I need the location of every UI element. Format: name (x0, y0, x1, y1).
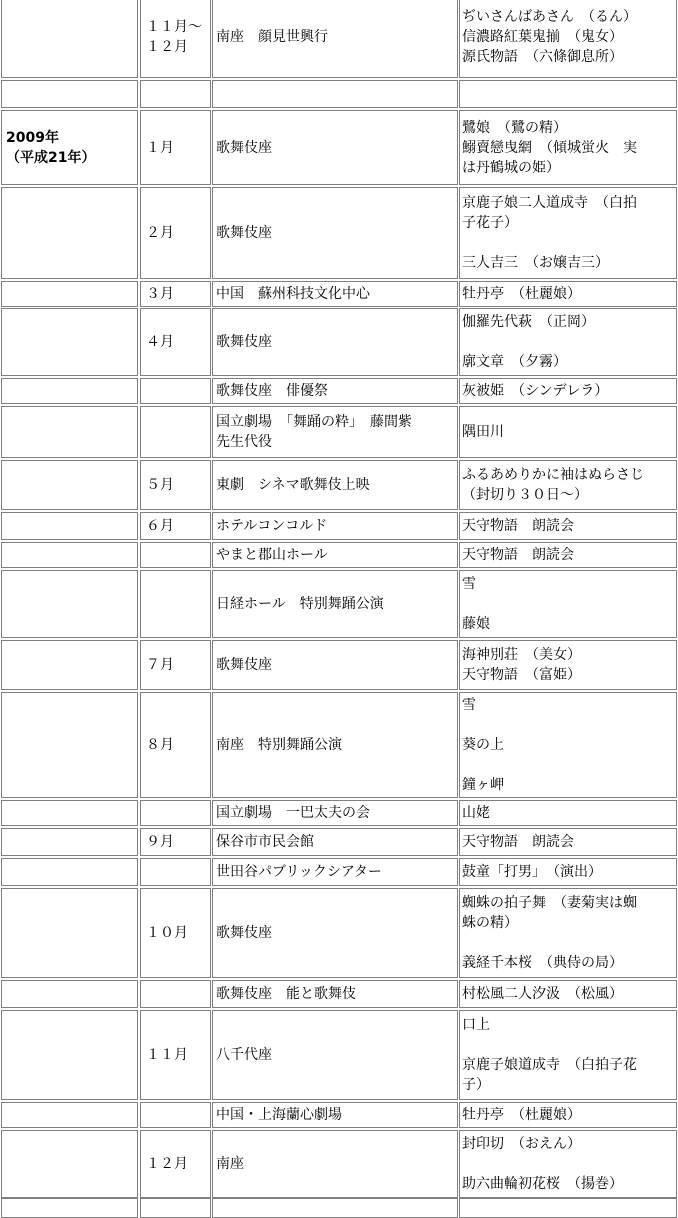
cell-line: 鐘ヶ岬 (462, 777, 504, 793)
month-cell (140, 512, 211, 540)
cell-line (462, 933, 674, 953)
year-cell (1, 692, 138, 798)
venue-text (216, 332, 455, 352)
program-text (462, 803, 674, 823)
month-cell (140, 0, 211, 78)
venue-text (216, 475, 455, 495)
cell-line: 八千代座 (216, 1047, 272, 1063)
month-text (146, 284, 208, 304)
month-cell (140, 1102, 211, 1128)
venue-text (216, 27, 455, 47)
venue-text (216, 803, 455, 823)
month-text (146, 223, 208, 243)
cell-line: 葵の上 (462, 737, 504, 753)
venue-cell (212, 800, 458, 826)
cell-line (462, 233, 674, 253)
venue-cell (212, 460, 458, 510)
month-cell (140, 1130, 211, 1198)
program-cell (459, 858, 677, 886)
year-cell (1, 1102, 138, 1128)
venue-cell (212, 980, 458, 1008)
venue-text (216, 923, 455, 943)
month-text (146, 17, 208, 57)
program-cell (459, 406, 677, 458)
venue-cell (212, 512, 458, 540)
program-cell (459, 0, 677, 78)
cell-line: 歌舞伎座 (216, 140, 272, 156)
program-text (462, 545, 674, 565)
month-cell (140, 1010, 211, 1100)
cell-line: 雪 (462, 697, 476, 713)
year-cell (1, 406, 138, 458)
venue-cell (212, 692, 458, 798)
cell-line: １２月 (146, 1156, 188, 1172)
month-text (146, 832, 208, 852)
program-text (462, 1134, 674, 1194)
venue-cell (212, 0, 458, 78)
venue-cell (212, 187, 458, 279)
program-cell (459, 542, 677, 568)
program-cell (459, 110, 677, 185)
cell-line (462, 1154, 674, 1174)
cell-line: ２月 (146, 225, 174, 241)
year-cell (1, 308, 138, 376)
month-text (146, 138, 208, 158)
month-cell (140, 460, 211, 510)
year-cell (1, 281, 138, 307)
cell-line: やまと郡山ホール (216, 547, 328, 563)
cell-line: 灰被姫 （シンデレラ） (462, 383, 609, 399)
cell-line: 歌舞伎座 (216, 925, 272, 941)
venue-cell (212, 542, 458, 568)
year-cell (1, 888, 138, 978)
cell-line: 南座 特別舞踊公演 (216, 737, 342, 753)
cell-line: 中国 蘇州科技文化中心 (216, 286, 370, 302)
program-text (462, 574, 674, 634)
cell-line: ３月 (146, 286, 174, 302)
cell-line (462, 594, 674, 614)
cell-line: 歌舞伎座 (216, 334, 272, 350)
month-text (146, 475, 208, 495)
venue-cell (212, 406, 458, 458)
program-text (462, 193, 674, 273)
year-text (6, 128, 135, 168)
cell-line: 天守物語 朗読会 (462, 834, 574, 850)
cell-line: 雪 (462, 576, 476, 592)
venue-text (216, 655, 455, 675)
venue-text (216, 223, 455, 243)
cell-line: 牡丹亭 （杜麗娘） (462, 286, 581, 302)
year-cell (1, 512, 138, 540)
venue-text (216, 138, 455, 158)
month-cell (140, 406, 211, 458)
program-text (462, 7, 674, 67)
program-cell (459, 512, 677, 540)
venue-text (216, 1045, 455, 1065)
year-cell (1, 378, 138, 404)
year-cell (1, 858, 138, 886)
program-cell (459, 1102, 677, 1128)
venue-text (216, 832, 455, 852)
month-cell (140, 570, 211, 638)
program-cell (459, 800, 677, 826)
program-text (462, 984, 674, 1004)
cell-line: ６月 (146, 518, 174, 534)
month-cell (140, 858, 211, 886)
venue-cell (212, 1198, 458, 1218)
cell-line: 鼓童「打男」 （演出） (462, 864, 602, 880)
program-cell (459, 888, 677, 978)
venue-text (216, 1154, 455, 1174)
venue-cell (212, 828, 458, 856)
cell-line: 天守物語 朗読会 (462, 518, 574, 534)
month-cell (140, 1198, 211, 1218)
program-text (462, 284, 674, 304)
program-cell (459, 640, 677, 690)
venue-cell (212, 570, 458, 638)
cell-line: 国立劇場 一巴太夫の会 (216, 805, 370, 821)
cell-line: 信濃路紅葉鬼揃 （鬼女） (462, 29, 623, 45)
year-cell (1, 800, 138, 826)
cell-line: 鰯賣戀曳網 （傾城蛍火 実 (462, 140, 637, 156)
program-text (462, 516, 674, 536)
cell-line: 歌舞伎座 (216, 225, 272, 241)
program-cell (459, 1198, 677, 1218)
cell-line: 南座 (216, 1156, 244, 1172)
cell-line: 京鹿子娘道成寺 （白拍子花 (462, 1057, 637, 1073)
month-text (146, 516, 208, 536)
month-cell (140, 187, 211, 279)
venue-text (216, 412, 455, 452)
program-text (462, 695, 674, 795)
venue-cell (212, 281, 458, 307)
month-cell (140, 110, 211, 185)
venue-cell (212, 1130, 458, 1198)
cell-line: 蛛の精） (462, 915, 518, 931)
year-cell (1, 828, 138, 856)
cell-line: 封印切 （おえん） (462, 1136, 581, 1152)
cell-line: 伽羅先代萩 （正岡） (462, 314, 595, 330)
venue-cell (212, 110, 458, 185)
venue-cell (212, 80, 458, 108)
program-cell (459, 828, 677, 856)
program-cell (459, 187, 677, 279)
cell-line: ９月 (146, 834, 174, 850)
cell-line: １２月 (146, 39, 188, 55)
cell-line: 助六曲輪初花桜 （揚巻） (462, 1176, 623, 1192)
cell-line: ４月 (146, 334, 174, 350)
cell-line: 世田谷パブリックシアター (216, 864, 382, 880)
venue-text (216, 284, 455, 304)
cell-line: 源氏物語 （六條御息所） (462, 49, 623, 65)
month-cell (140, 281, 211, 307)
venue-cell (212, 1010, 458, 1100)
cell-line: 天守物語 （富姫） (462, 667, 581, 683)
cell-line (462, 715, 674, 735)
program-text (462, 422, 674, 442)
year-cell (1, 80, 138, 108)
cell-line: 2009年 (6, 130, 59, 146)
cell-line: は丹鶴城の姫） (462, 160, 560, 176)
year-cell (1, 980, 138, 1008)
year-cell (1, 187, 138, 279)
cell-line (462, 332, 674, 352)
venue-cell (212, 308, 458, 376)
venue-cell (212, 1102, 458, 1128)
cell-line (462, 1035, 674, 1055)
year-cell (1, 1198, 138, 1218)
cell-line: 歌舞伎座 俳優祭 (216, 383, 328, 399)
program-cell (459, 460, 677, 510)
cell-line: （平成21年） (6, 150, 96, 166)
program-text (462, 832, 674, 852)
venue-text (216, 735, 455, 755)
year-cell (1, 1010, 138, 1100)
program-cell (459, 378, 677, 404)
cell-line: 蜘蛛の拍子舞 （妻菊実は蜘 (462, 895, 637, 911)
year-cell (1, 110, 138, 185)
venue-text (216, 984, 455, 1004)
program-cell (459, 692, 677, 798)
cell-line (462, 755, 674, 775)
year-cell (1, 640, 138, 690)
program-text (462, 118, 674, 178)
year-cell (1, 542, 138, 568)
venue-text (216, 516, 455, 536)
cell-line: 廓文章 （夕霧） (462, 354, 567, 370)
cell-line: ぢいさんばあさん （るん） (462, 9, 637, 25)
cell-line: （封切り３０日〜） (462, 487, 588, 503)
program-cell (459, 281, 677, 307)
month-cell (140, 800, 211, 826)
cell-line: 山姥 (462, 805, 490, 821)
program-cell (459, 308, 677, 376)
month-cell (140, 640, 211, 690)
venue-text (216, 862, 455, 882)
month-cell (140, 980, 211, 1008)
program-text (462, 1015, 674, 1095)
cell-line: 隅田川 (462, 424, 504, 440)
program-text (462, 862, 674, 882)
cell-line: ８月 (146, 737, 174, 753)
venue-cell (212, 888, 458, 978)
month-text (146, 655, 208, 675)
venue-text (216, 1105, 455, 1125)
month-text (146, 923, 208, 943)
venue-cell (212, 858, 458, 886)
month-cell (140, 378, 211, 404)
month-text (146, 1045, 208, 1065)
month-text (146, 1154, 208, 1174)
cell-line: 南座 顔見世興行 (216, 29, 328, 45)
cell-line: １０月 (146, 925, 188, 941)
cell-line: 東劇 シネマ歌舞伎上映 (216, 477, 370, 493)
cell-line: 三人吉三 （お嬢吉三） (462, 255, 609, 271)
month-cell (140, 308, 211, 376)
cell-line: 村松風二人汐汲 （松風） (462, 986, 623, 1002)
venue-cell (212, 378, 458, 404)
program-cell (459, 980, 677, 1008)
program-cell (459, 1010, 677, 1100)
cell-line: １１月〜 (146, 19, 202, 35)
year-cell (1, 0, 138, 78)
cell-line: 中国・上海蘭心劇場 (216, 1107, 342, 1123)
cell-line: 子花子） (462, 215, 518, 231)
program-text (462, 381, 674, 401)
month-cell (140, 692, 211, 798)
venue-text (216, 594, 455, 614)
month-cell (140, 542, 211, 568)
cell-line: 歌舞伎座 能と歌舞伎 (216, 986, 356, 1002)
program-text (462, 1105, 674, 1125)
cell-line: ５月 (146, 477, 174, 493)
program-cell (459, 570, 677, 638)
program-text (462, 465, 674, 505)
cell-line: 日経ホール 特別舞踊公演 (216, 596, 384, 612)
cell-line: 藤娘 (462, 616, 490, 632)
month-text (146, 332, 208, 352)
cell-line: 子） (462, 1077, 490, 1093)
cell-line: １月 (146, 140, 174, 156)
cell-line: 国立劇場 「舞踊の粋」 藤間紫 (216, 414, 412, 430)
venue-cell (212, 640, 458, 690)
month-cell (140, 828, 211, 856)
month-cell (140, 80, 211, 108)
cell-line: ふるあめりかに袖はぬらさじ (462, 467, 644, 483)
year-cell (1, 1130, 138, 1198)
month-cell (140, 888, 211, 978)
program-cell (459, 1130, 677, 1198)
cell-line: ホテルコンコルド (216, 518, 328, 534)
cell-line: 保谷市市民会館 (216, 834, 314, 850)
program-text (462, 312, 674, 372)
cell-line: 牡丹亭 （杜麗娘） (462, 1107, 581, 1123)
cell-line: 先生代役 (216, 434, 272, 450)
venue-text (216, 381, 455, 401)
cell-line: 天守物語 朗読会 (462, 547, 574, 563)
month-text (146, 735, 208, 755)
cell-line: １１月 (146, 1047, 188, 1063)
cell-line: 口上 (462, 1017, 490, 1033)
year-cell (1, 570, 138, 638)
cell-line: 義経千本桜 （典侍の局） (462, 955, 623, 971)
program-cell (459, 80, 677, 108)
venue-text (216, 545, 455, 565)
cell-line: 海神別荘 （美女） (462, 647, 581, 663)
program-text (462, 645, 674, 685)
cell-line: ７月 (146, 657, 174, 673)
year-cell (1, 460, 138, 510)
cell-line: 鷺娘 （鷺の精） (462, 120, 567, 136)
program-text (462, 893, 674, 973)
cell-line: 京鹿子娘二人道成寺 （白拍 (462, 195, 637, 211)
cell-line: 歌舞伎座 (216, 657, 272, 673)
